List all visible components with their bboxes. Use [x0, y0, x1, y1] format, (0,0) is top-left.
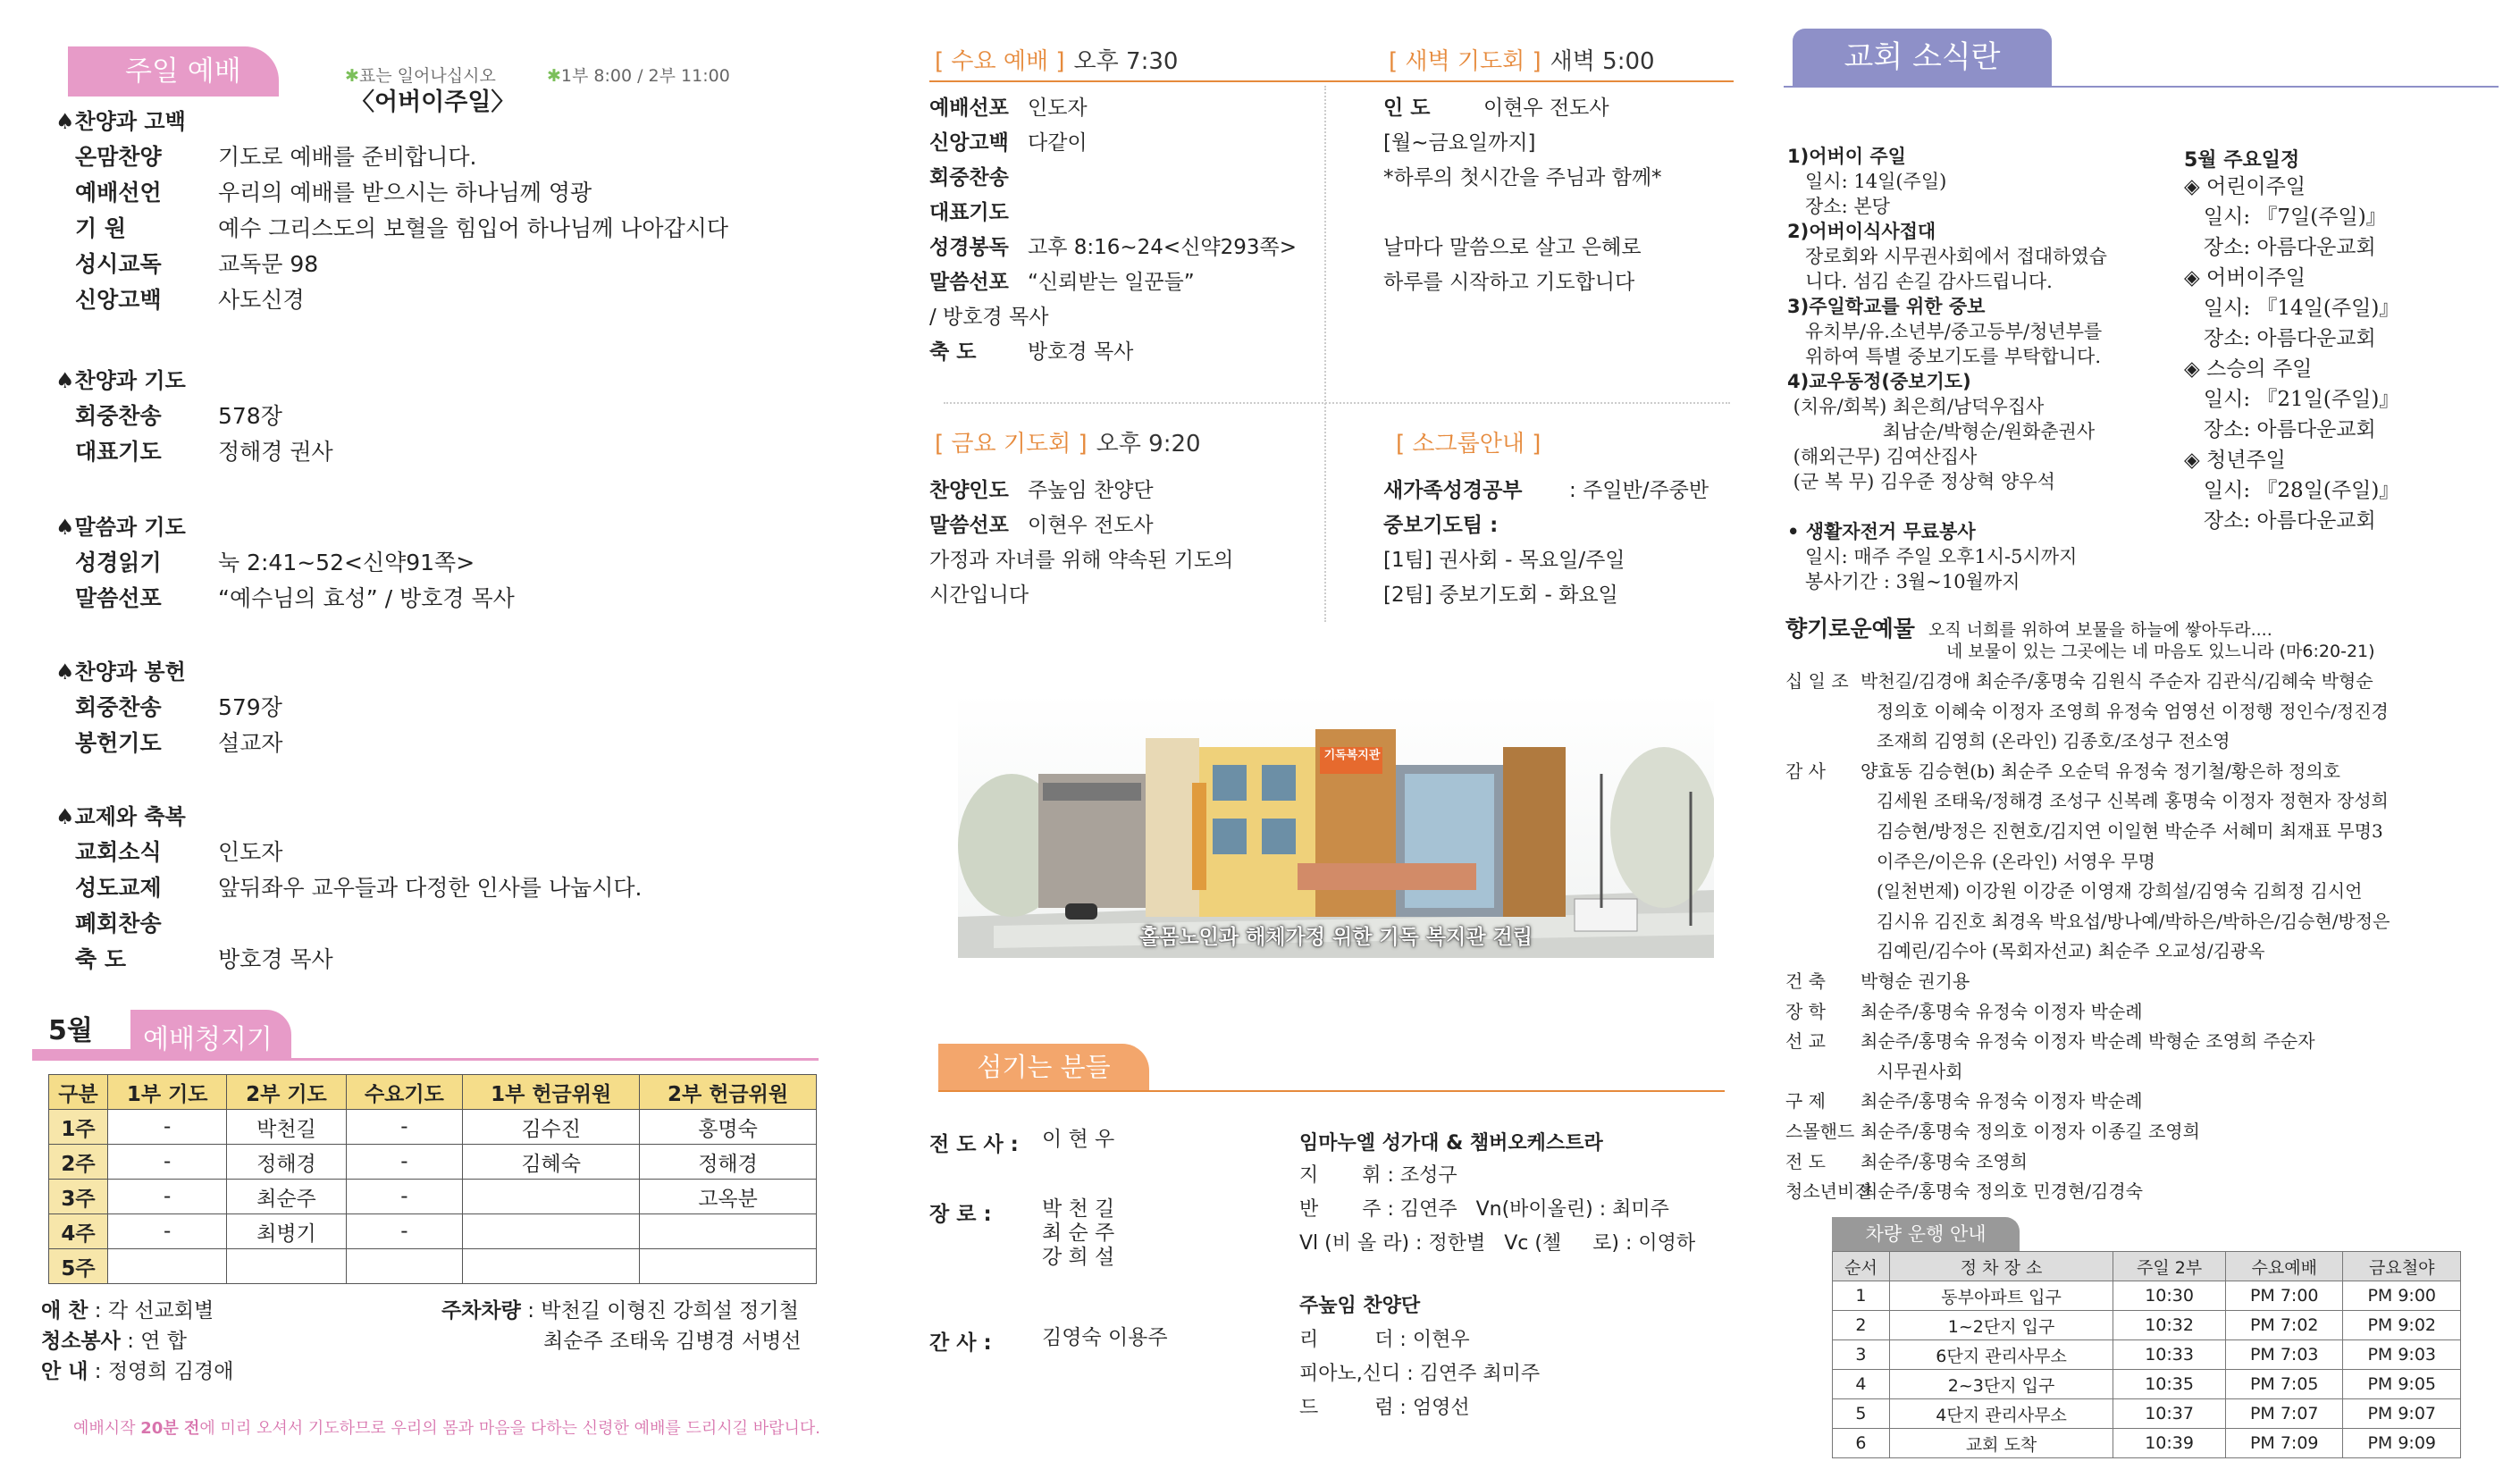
offering-names: 양효동 김승현(b) 최순주 오순덕 유정숙 정기철/황은하 정의호: [1861, 760, 2340, 782]
offering-names: 김시유 김진호 최경옥 박요섭/방나예/박하은/박하은/김승현/방정은: [1877, 910, 2390, 932]
friday-line-value: 시간입니다: [929, 584, 1029, 607]
wednesday-row-value: / 방호경 목사: [929, 306, 1049, 329]
schedule-line: ◈ 어린이주일: [2184, 175, 2306, 198]
worship-item-value: 방호경 목사: [218, 946, 333, 972]
bus-cell: PM 7:00: [2225, 1281, 2342, 1311]
attendance-cell: [640, 1249, 817, 1284]
bus-cell: 10:39: [2113, 1429, 2226, 1458]
bus-cell: 1~2단지 입구: [1889, 1311, 2113, 1340]
friday-title: [ 금요 기도회 ] 오후 9:20: [935, 431, 1201, 458]
worship-item-value: 설교자: [218, 730, 283, 756]
wednesday-row-label: 예배선포: [929, 97, 1009, 120]
news-text: 니다. 섬김 손길 감사드립니다.: [1787, 271, 2053, 292]
attendance-cell: [463, 1180, 640, 1214]
table-row: [49, 1180, 817, 1214]
building-caption: 홀몸노인과 해체가정 위한 기독 복지관 건립: [1139, 926, 1533, 949]
wednesday-row-value: 인도자: [1028, 97, 1088, 120]
friday-line-value: 가정과 자녀를 위해 약속된 기도의: [929, 549, 1234, 572]
news-line: [1787, 570, 2020, 594]
worship-item-value: “예수님의 효성” / 방호경 목사: [218, 585, 515, 611]
wednesday-row-value: 다같이: [1028, 131, 1088, 155]
stand-hint: ✱표는 일어나십시오: [345, 66, 496, 86]
table-row: [1833, 1311, 2461, 1340]
news-line: [1787, 170, 1946, 194]
offering-kind: 선 교: [1785, 1030, 1826, 1053]
parking-label: 주차차량: [441, 1299, 521, 1323]
praise-title: 주높임 찬양단: [1299, 1295, 1421, 1317]
schedule-line: 일시: 『7일(주일)』: [2184, 206, 2387, 229]
news-heading: 4)교우동정(중보기도): [1787, 371, 1971, 392]
worship-section-title: ♠말씀과 기도: [55, 515, 186, 540]
attendance-cell: -: [108, 1110, 227, 1145]
bus-cell: 10:33: [2113, 1340, 2226, 1370]
offering-verse2: 네 보물이 있는 그곳에는 네 마음도 있느니라 (마6:20-21): [1946, 642, 2375, 661]
friday-line-value: 이현우 전도사: [1028, 514, 1154, 537]
praise-line: 피아노,신디 : 김연주 최미주: [1299, 1363, 1541, 1385]
worship-item-label: 신앙고백: [75, 287, 162, 313]
bus-cell: 4단지 관리사무소: [1889, 1399, 2113, 1429]
attendance-cell: 정해경: [640, 1145, 817, 1180]
table-row: [1833, 1370, 2461, 1399]
offering-kind: 청소년비전: [1785, 1180, 1872, 1203]
worship-item-value: 예수 그리스도의 보혈을 힘입어 하나님께 나아갑시다: [218, 215, 729, 241]
worship-item-value: 눅 2:41~52<신약91쪽>: [218, 550, 475, 575]
offering-names: 최순주/홍명숙 유정숙 이정자 박순례: [1861, 1090, 2143, 1113]
bus-cell: 동부아파트 입구: [1889, 1281, 2113, 1311]
offering-names: 박형순 권기용: [1861, 970, 1970, 992]
bus-header: 수요예배: [2225, 1252, 2342, 1281]
attendance-header: 1부 헌금위원: [463, 1075, 640, 1110]
offering-names: (일천번제) 이강원 이강준 이영재 강희설/김영숙 김희정 김시언: [1877, 880, 2363, 903]
attendance-cell: 고옥분: [640, 1180, 817, 1214]
bus-cell: 10:35: [2113, 1370, 2226, 1399]
guide-label: 안 내: [41, 1360, 88, 1383]
choir-line: 지 휘 : 조성구: [1299, 1164, 1457, 1187]
bus-cell: PM 9:00: [2343, 1281, 2461, 1311]
table-row: [49, 1145, 817, 1180]
attendance-cell: 박천길: [227, 1110, 346, 1145]
choir-title: 임마누엘 성가대 & 챔버오케스트라: [1299, 1132, 1603, 1155]
news-text: 장소: 본당: [1787, 196, 1890, 217]
worship-item-label: 축 도: [75, 946, 127, 972]
bus-cell: PM 9:03: [2343, 1340, 2461, 1370]
schedule-line: 장소: 아름다운교회: [2184, 509, 2376, 533]
attendance-header: 수요기도: [346, 1075, 463, 1110]
worship-item-label: 회중찬송: [75, 694, 162, 720]
bus-cell: 교회 도착: [1889, 1429, 2113, 1458]
servant-value: 김영숙 이용주: [1042, 1326, 1168, 1349]
news-line: [1787, 320, 2102, 344]
schedule-line: 일시: 『14일(주일)』: [2184, 297, 2400, 320]
worship-item-value: 인도자: [218, 839, 283, 865]
parking-block: [441, 1296, 802, 1356]
attendance-cell: -: [108, 1145, 227, 1180]
news-line: [1787, 245, 2107, 269]
attendance-cell: -: [108, 1214, 227, 1249]
bus-header: 정 차 장 소: [1889, 1252, 2113, 1281]
attendance-header: 2부 헌금위원: [640, 1075, 817, 1110]
offering-kind: 건 축: [1785, 970, 1826, 992]
dawn-line-value: 이현우 전도사: [1483, 97, 1609, 120]
offering-names: 시무권사회: [1877, 1060, 1963, 1082]
bus-cell: 3: [1833, 1340, 1890, 1370]
offering-names: 최순주/홍명숙 유정숙 이정자 박순례: [1861, 1000, 2143, 1022]
attendance-cell: -: [346, 1214, 463, 1249]
worship-item-label: 예배선언: [75, 180, 162, 206]
friday-line-label: 찬양인도: [929, 479, 1009, 502]
smallgroup-title: [ 소그룹안내 ]: [1396, 431, 1541, 458]
offering-title: 향기로운예물: [1785, 616, 1915, 642]
praise-line: 드 럼 : 엄영선: [1299, 1397, 1470, 1419]
attendance-cell: 홍명숙: [640, 1110, 817, 1145]
news-text: 일시: 14일(주일): [1787, 171, 1947, 192]
choir-value: : 각 선교회별: [94, 1299, 214, 1323]
schedule-title: 5월 주요일정: [2184, 149, 2300, 172]
offering-names: 이주은/이은유 (온라인) 서영우 무명: [1877, 850, 2155, 872]
bus-cell: 1: [1833, 1281, 1890, 1311]
news-text: 일시: 매주 주일 오후1시-5시까지: [1787, 546, 2078, 567]
attendance-cell: 김수진: [463, 1110, 640, 1145]
worship-times: ✱1부 8:00 / 2부 11:00: [547, 66, 730, 86]
bus-cell: 6: [1833, 1429, 1890, 1458]
news-line: [1787, 295, 1985, 319]
servants-rule: [938, 1090, 1725, 1092]
worship-item-label: 기 원: [75, 215, 127, 241]
clean-label: 청소봉사: [41, 1330, 121, 1353]
table-row: [1833, 1429, 2461, 1458]
bus-cell: 10:37: [2113, 1399, 2226, 1429]
smallgroup-line-label: 새가족성경공부: [1383, 479, 1523, 502]
bus-cell: 2: [1833, 1311, 1890, 1340]
worship-item-label: 성시교독: [75, 251, 162, 277]
news-line: [1787, 395, 2044, 419]
news-text: (군 복 무) 김우준 정상혁 양우석: [1787, 471, 2055, 492]
offering-verse1: 오직 너희를 위하여 보물을 하늘에 쌓아두라....: [1928, 620, 2272, 640]
servant-label: 전 도 사 :: [929, 1133, 1019, 1156]
news-line: [1787, 470, 2055, 494]
bus-header: 주일 2부: [2113, 1252, 2226, 1281]
offering-names: 김예린/김수아 (목회자선교) 최순주 오교성/김광옥: [1877, 940, 2265, 962]
news-heading: 1)어버이 주일: [1787, 146, 1906, 167]
table-row: [1833, 1399, 2461, 1429]
schedule-line: 장소: 아름다운교회: [2184, 236, 2376, 259]
offering-names: 최순주/홍명숙 유정숙 이정자 박순례 박형순 조영희 주순자: [1861, 1030, 2315, 1053]
news-line: [1787, 270, 2053, 294]
offering-names: 김세원 조태욱/정해경 조성구 신복례 홍명숙 이정자 정현자 장성희: [1877, 790, 2389, 812]
bus-cell: 10:30: [2113, 1281, 2226, 1311]
bus-cell: PM 7:05: [2225, 1370, 2342, 1399]
bus-cell: 5: [1833, 1399, 1890, 1429]
worship-item-label: 교회소식: [75, 839, 162, 865]
offering-names: 김승현/방정은 진현호/김지연 이일현 박순주 서혜미 최재표 무명3: [1877, 820, 2383, 842]
worship-item-label: 성경읽기: [75, 550, 162, 575]
news-text: (해외근무) 김여산집사: [1787, 446, 1978, 467]
news-rule: [1784, 86, 2499, 88]
schedule-line: ◈ 어버이주일: [2184, 266, 2306, 290]
clean-value: : 연 합: [127, 1330, 187, 1353]
worship-item-value: 사도신경: [218, 287, 305, 313]
attendance-cell: [463, 1249, 640, 1284]
bus-cell: 2~3단지 입구: [1889, 1370, 2113, 1399]
attendance-cell: 4주: [49, 1214, 108, 1249]
guide-value: : 정영희 김경애: [94, 1360, 234, 1383]
bus-cell: PM 7:03: [2225, 1340, 2342, 1370]
worship-item-value: 앞뒤좌우 교우들과 다정한 인사를 나눕시다.: [218, 875, 643, 901]
choir-line: Vl (비 올 라) : 정한별 Vc (첼 로) : 이영하: [1299, 1232, 1696, 1255]
dawn-title: [ 새벽 기도회 ] 새벽 5:00: [1389, 48, 1655, 75]
offering-kind: 전 도: [1785, 1150, 1826, 1172]
worship-item-label: 폐회찬송: [75, 911, 162, 936]
attendance-header: 구분: [49, 1075, 108, 1110]
worship-item-value: 정해경 권사: [218, 439, 333, 465]
worship-tab: 주일 예배: [68, 46, 279, 97]
schedule-line: 일시: 『28일(주일)』: [2184, 479, 2400, 502]
worship-item-label: 온맘찬양: [75, 144, 162, 170]
attendance-cell: 1주: [49, 1110, 108, 1145]
bus-cell: PM 9:07: [2343, 1399, 2461, 1429]
smallgroup-line-label: 중보기도팀 :: [1383, 514, 1499, 537]
news-text: 유치부/유.소년부/중고등부/청년부를: [1787, 321, 2103, 342]
attendance-table: [48, 1074, 817, 1284]
wednesday-row-label: 말씀선포: [929, 271, 1009, 294]
news-line: [1787, 195, 1890, 219]
bus-cell: 4: [1833, 1370, 1890, 1399]
attendance-cell: -: [346, 1110, 463, 1145]
news-text: (치유/회복) 최은희/남덕우집사: [1787, 396, 2045, 417]
offering-names: 최순주/홍명숙 조영희: [1861, 1150, 2028, 1172]
wednesday-title: [ 수요 예배 ] 오후 7:30: [935, 48, 1179, 75]
bus-title: 차량 운행 안내: [1832, 1217, 2020, 1251]
attendance-cell: [346, 1249, 463, 1284]
bus-header: 금요철야: [2343, 1252, 2461, 1281]
attendance-cell: [640, 1214, 817, 1249]
offering-names: 최순주/홍명숙 정의호 민경현/김경숙: [1861, 1180, 2143, 1203]
bus-cell: PM 7:02: [2225, 1311, 2342, 1340]
occasion-title: 〈어버이주일〉: [350, 88, 516, 116]
news-text: 위하여 특별 중보기도를 부탁합니다.: [1787, 346, 2102, 367]
smallgroup-line-value: [1팀] 권사회 - 목요일/주일: [1383, 549, 1625, 572]
table-row: [49, 1249, 817, 1284]
attendance-cell: -: [346, 1145, 463, 1180]
choir-label: 애 찬: [41, 1299, 88, 1323]
worship-item-value: 578장: [218, 403, 282, 429]
schedule-line: 장소: 아름다운교회: [2184, 418, 2376, 441]
servant-label: 장 로 :: [929, 1203, 992, 1226]
attendance-cell: -: [108, 1180, 227, 1214]
offering-kind: 장 학: [1785, 1000, 1826, 1022]
offering-names: 정의호 이혜숙 이정자 조영희 유정숙 엄영선 이정행 정인수/정진경: [1877, 700, 2389, 722]
parking-line2: 최순주 조태욱 김병경 서병선: [543, 1330, 802, 1353]
news-line: [1787, 145, 1906, 169]
attendance-cell: 정해경: [227, 1145, 346, 1180]
attendance-underline: [32, 1058, 819, 1061]
dawn-line-value: 하루를 시작하고 기도합니다: [1383, 271, 1635, 294]
attendance-cell: 5주: [49, 1249, 108, 1284]
offering-kind: 감 사: [1785, 760, 1826, 782]
worship-item-label: 대표기도: [75, 439, 162, 465]
bus-cell: 10:32: [2113, 1311, 2226, 1340]
attendance-tab-label: 예배청지기: [143, 1024, 273, 1055]
servant-value: 박 천 길 최 순 주 강 희 설: [1042, 1197, 1115, 1269]
offering-names: 조재희 김영희 (온라인) 김종호/조성구 전소영: [1877, 730, 2230, 752]
attendance-cell: 2주: [49, 1145, 108, 1180]
roles-block: [41, 1296, 233, 1387]
smallgroup-line-value: : 주일반/주중반: [1569, 479, 1709, 502]
table-row: [1833, 1340, 2461, 1370]
offering-kind: 스몰핸드: [1785, 1121, 1855, 1142]
worship-section-title: ♠찬양과 봉헌: [55, 659, 186, 684]
wednesday-row-label: 축 도: [929, 340, 977, 364]
attendance-cell: 최병기: [227, 1214, 346, 1249]
table-row: [1833, 1281, 2461, 1311]
news-line: [1787, 220, 1936, 244]
schedule-line: ◈ 청년주일: [2184, 449, 2286, 472]
bus-cell: PM 7:09: [2225, 1429, 2342, 1458]
news-heading: 3)주일학교를 위한 중보: [1787, 296, 1986, 317]
attendance-cell: 김혜숙: [463, 1145, 640, 1180]
worship-item-value: 579장: [218, 694, 282, 720]
praise-line: 리 더 : 이현우: [1299, 1329, 1470, 1351]
news-heading: • 생활자전거 무료봉사: [1787, 521, 1976, 542]
attendance-cell: [463, 1214, 640, 1249]
wednesday-row-label: 성경봉독: [929, 236, 1009, 259]
wednesday-row-value: “신뢰받는 일꾼들”: [1028, 271, 1195, 294]
attendance-cell: [108, 1249, 227, 1284]
smallgroup-line-value: [2팀] 중보기도회 - 화요일: [1383, 584, 1618, 607]
worship-notice: 예배시작 20분 전에 미리 오셔서 기도하므로 우리의 몸과 마음을 다하는 신령한 예배를 드리시길 바랍니다.: [73, 1419, 820, 1438]
news-heading: 2)어버이식사접대: [1787, 221, 1936, 242]
attendance-cell: 최순주: [227, 1180, 346, 1214]
friday-line-label: 말씀선포: [929, 514, 1009, 537]
dawn-line-value: 날마다 말씀으로 살고 은혜로: [1383, 236, 1642, 259]
schedule-line: 장소: 아름다운교회: [2184, 327, 2376, 350]
news-line: [1787, 345, 2101, 369]
dawn-line-value: [월~금요일까지]: [1383, 131, 1536, 155]
worship-item-value: 우리의 예배를 받으시는 하나님께 영광: [218, 180, 592, 206]
offering-kind: 십 일 조: [1785, 670, 1849, 692]
attendance-month-label: 5월: [48, 1015, 93, 1046]
worship-item-label: 회중찬송: [75, 403, 162, 429]
attendance-cell: 3주: [49, 1180, 108, 1214]
news-line: [1787, 520, 1976, 544]
bus-cell: PM 9:05: [2343, 1370, 2461, 1399]
mid-divider-h: [944, 402, 1730, 404]
news-line: [1787, 445, 1977, 469]
bus-cell: PM 9:09: [2343, 1429, 2461, 1458]
servant-value: 이 현 우: [1042, 1128, 1115, 1151]
news-text: 봉사기간 : 3월~10월까지: [1787, 571, 2020, 592]
parking-line1: : 박천길 이형진 강희설 정기철: [527, 1299, 799, 1323]
schedule-line: 일시: 『21일(주일)』: [2184, 388, 2400, 411]
attendance-header: 1부 기도: [108, 1075, 227, 1110]
building-sign: 기독복지관: [1323, 749, 1381, 762]
news-line: [1787, 545, 2077, 569]
wednesday-row-label: 신앙고백: [929, 131, 1009, 155]
news-line: [1787, 370, 1971, 394]
wednesday-row-label: 대표기도: [929, 201, 1009, 224]
bus-cell: PM 9:02: [2343, 1311, 2461, 1340]
worship-item-label: 봉헌기도: [75, 730, 162, 756]
offering-kind: 구 제: [1785, 1090, 1826, 1113]
wednesday-row-label: 회중찬송: [929, 166, 1009, 189]
attendance-cell: [227, 1249, 346, 1284]
attendance-header: 2부 기도: [227, 1075, 346, 1110]
news-line: [1787, 420, 2095, 444]
attendance-cell: -: [346, 1180, 463, 1214]
table-row: [49, 1110, 817, 1145]
worship-section-title: ♠찬양과 고백: [55, 109, 186, 134]
news-tab: 교회 소식란: [1793, 29, 2052, 86]
schedule-line: ◈ 스승의 주일: [2184, 357, 2313, 381]
bus-table: [1832, 1251, 2461, 1458]
bus-cell: 6단지 관리사무소: [1889, 1340, 2113, 1370]
wednesday-row-value: 고후 8:16~24<신약293쪽>: [1028, 236, 1298, 259]
worship-item-value: 기도로 예배를 준비합니다.: [218, 144, 477, 170]
servant-label: 간 사 :: [929, 1331, 992, 1355]
friday-line-value: 주높임 찬양단: [1028, 479, 1154, 502]
news-text: 장로회와 시무권사회에서 접대하였습: [1787, 246, 2107, 267]
dawn-line-value: *하루의 첫시간을 주님과 함께*: [1383, 166, 1662, 189]
bus-header: 순서: [1833, 1252, 1890, 1281]
news-text: 최남순/박형순/원화춘권사: [1787, 421, 2096, 442]
servants-tab: 섬기는 분들: [938, 1044, 1149, 1090]
dawn-line-label: 인 도: [1383, 97, 1431, 120]
wednesday-row-value: 방호경 목사: [1028, 340, 1134, 364]
mid-divider-v: [1324, 86, 1326, 622]
top-rule: [929, 80, 1734, 82]
worship-section-title: ♠찬양과 기도: [55, 368, 186, 393]
table-row: [49, 1214, 817, 1249]
offering-names: 박천길/김경애 최순주/홍명숙 김원식 주순자 김관식/김혜숙 박형순: [1861, 670, 2373, 692]
building-image: [958, 693, 1714, 958]
offering-names: 최순주/홍명숙 정의호 이정자 이종길 조영희: [1861, 1121, 2200, 1142]
worship-item-value: 교독문 98: [218, 251, 319, 277]
bus-cell: PM 7:07: [2225, 1399, 2342, 1429]
worship-section-title: ♠교제와 축복: [55, 804, 186, 829]
choir-line: 반 주 : 김연주 Vn(바이올린) : 최미주: [1299, 1198, 1669, 1221]
worship-item-label: 성도교제: [75, 875, 162, 901]
worship-item-label: 말씀선포: [75, 585, 162, 611]
